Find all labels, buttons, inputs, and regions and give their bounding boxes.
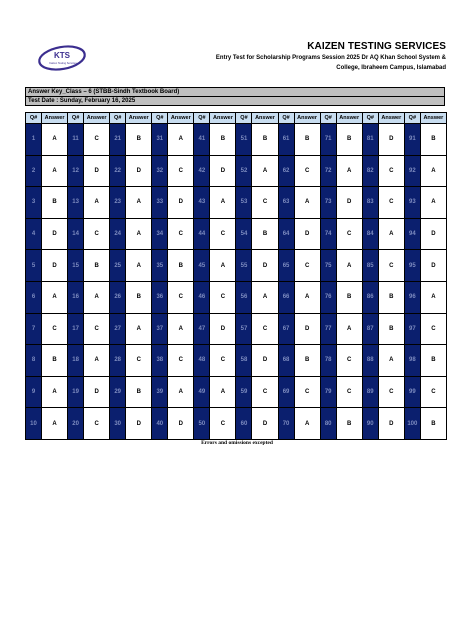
kts-logo [37, 44, 87, 72]
question-number: 38 [152, 345, 168, 377]
question-number: 45 [194, 250, 210, 282]
answer-cell: A [378, 345, 404, 377]
answer-cell: A [252, 281, 278, 313]
question-number: 99 [404, 376, 420, 408]
question-number: 48 [194, 345, 210, 377]
answer-cell: D [420, 250, 446, 282]
answer-cell: A [168, 124, 194, 156]
answer-cell: A [42, 376, 68, 408]
header-answer: Answer [420, 113, 446, 124]
question-number: 54 [236, 218, 252, 250]
logo-text: KTS [54, 51, 70, 60]
answer-cell: A [126, 187, 152, 219]
question-number: 24 [110, 218, 126, 250]
answer-cell: A [378, 218, 404, 250]
answer-cell: A [294, 187, 320, 219]
answer-cell: A [420, 281, 446, 313]
question-number: 100 [404, 408, 420, 440]
question-number: 93 [404, 187, 420, 219]
question-number: 61 [278, 124, 294, 156]
answer-cell: C [210, 218, 236, 250]
question-number: 13 [68, 187, 84, 219]
table-row [26, 376, 447, 408]
test-date: Test Date : Sunday, February 16, 2025 [25, 96, 445, 106]
answer-cell: C [84, 218, 110, 250]
question-number: 68 [278, 345, 294, 377]
answer-cell: D [294, 218, 320, 250]
question-number: 4 [26, 218, 42, 250]
question-number: 16 [68, 281, 84, 313]
answer-cell: C [336, 376, 362, 408]
header-answer: Answer [210, 113, 236, 124]
question-number: 98 [404, 345, 420, 377]
logo-subtext: Kaizen Testing Services [49, 62, 77, 65]
answer-cell: A [336, 250, 362, 282]
question-number: 33 [152, 187, 168, 219]
answer-cell: D [42, 218, 68, 250]
question-number: 83 [362, 187, 378, 219]
question-number: 29 [110, 376, 126, 408]
answer-cell: D [252, 408, 278, 440]
header-qnum: Q# [68, 113, 84, 124]
table-row [26, 187, 447, 219]
table-row [26, 281, 447, 313]
answer-cell: C [378, 376, 404, 408]
answer-cell: A [42, 408, 68, 440]
answer-cell: B [42, 187, 68, 219]
answer-cell: C [378, 155, 404, 187]
answer-cell: A [126, 218, 152, 250]
question-number: 14 [68, 218, 84, 250]
answer-cell: C [210, 408, 236, 440]
answer-cell: B [378, 313, 404, 345]
question-number: 47 [194, 313, 210, 345]
answer-cell: D [252, 345, 278, 377]
question-number: 91 [404, 124, 420, 156]
question-number: 19 [68, 376, 84, 408]
answer-cell: C [294, 376, 320, 408]
answer-cell: C [294, 250, 320, 282]
question-number: 53 [236, 187, 252, 219]
question-number: 5 [26, 250, 42, 282]
answer-cell: B [126, 124, 152, 156]
answer-cell: B [336, 281, 362, 313]
answer-cell: A [42, 124, 68, 156]
table-row [26, 218, 447, 250]
header-answer: Answer [42, 113, 68, 124]
answer-cell: C [168, 345, 194, 377]
question-number: 90 [362, 408, 378, 440]
question-number: 76 [320, 281, 336, 313]
answer-cell: B [336, 124, 362, 156]
question-number: 43 [194, 187, 210, 219]
question-number: 56 [236, 281, 252, 313]
answer-key-title: Answer Key_Class – 6 (STBB-Sindh Textbook Board) [25, 87, 445, 96]
answer-cell: C [84, 313, 110, 345]
answer-cell: A [294, 281, 320, 313]
answer-cell: D [84, 155, 110, 187]
question-number: 94 [404, 218, 420, 250]
answer-cell: B [420, 345, 446, 377]
question-number: 73 [320, 187, 336, 219]
question-number: 20 [68, 408, 84, 440]
answer-cell: D [378, 124, 404, 156]
answer-cell: A [126, 250, 152, 282]
answer-cell: A [336, 313, 362, 345]
answer-cell: B [126, 281, 152, 313]
question-number: 59 [236, 376, 252, 408]
question-number: 65 [278, 250, 294, 282]
answer-cell: D [210, 155, 236, 187]
table-row [26, 313, 447, 345]
question-number: 77 [320, 313, 336, 345]
header-answer: Answer [168, 113, 194, 124]
question-number: 50 [194, 408, 210, 440]
answer-cell: C [168, 218, 194, 250]
answer-cell: A [210, 376, 236, 408]
question-number: 71 [320, 124, 336, 156]
question-number: 69 [278, 376, 294, 408]
question-number: 70 [278, 408, 294, 440]
answer-cell: D [294, 313, 320, 345]
header-answer: Answer [378, 113, 404, 124]
question-number: 95 [404, 250, 420, 282]
question-number: 85 [362, 250, 378, 282]
answer-cell: A [84, 281, 110, 313]
answer-cell: C [336, 345, 362, 377]
answer-cell: D [84, 376, 110, 408]
answer-cell: B [336, 408, 362, 440]
info-block [25, 87, 445, 106]
question-number: 27 [110, 313, 126, 345]
answer-cell: A [84, 187, 110, 219]
question-number: 96 [404, 281, 420, 313]
header-qnum: Q# [152, 113, 168, 124]
question-number: 89 [362, 376, 378, 408]
question-number: 92 [404, 155, 420, 187]
question-number: 1 [26, 124, 42, 156]
question-number: 82 [362, 155, 378, 187]
question-number: 58 [236, 345, 252, 377]
answer-cell: C [168, 155, 194, 187]
question-number: 66 [278, 281, 294, 313]
header-qnum: Q# [404, 113, 420, 124]
table-header-row [26, 113, 447, 124]
answer-cell: A [84, 345, 110, 377]
answer-cell: D [252, 250, 278, 282]
question-number: 31 [152, 124, 168, 156]
answer-cell: A [252, 155, 278, 187]
question-number: 87 [362, 313, 378, 345]
question-number: 46 [194, 281, 210, 313]
question-number: 84 [362, 218, 378, 250]
question-number: 78 [320, 345, 336, 377]
answer-cell: D [168, 187, 194, 219]
answer-cell: D [168, 408, 194, 440]
question-number: 35 [152, 250, 168, 282]
answer-cell: C [126, 345, 152, 377]
question-number: 62 [278, 155, 294, 187]
question-number: 39 [152, 376, 168, 408]
org-name: KAIZEN TESTING SERVICES [307, 41, 446, 52]
table-row [26, 124, 447, 156]
answer-cell: D [210, 313, 236, 345]
answer-cell: A [168, 376, 194, 408]
question-number: 11 [68, 124, 84, 156]
question-number: 28 [110, 345, 126, 377]
question-number: 8 [26, 345, 42, 377]
answer-cell: C [252, 376, 278, 408]
answer-key-table [25, 112, 447, 440]
question-number: 57 [236, 313, 252, 345]
header-answer: Answer [336, 113, 362, 124]
question-number: 30 [110, 408, 126, 440]
question-number: 34 [152, 218, 168, 250]
answer-cell: A [168, 313, 194, 345]
answer-cell: C [210, 281, 236, 313]
answer-cell: D [42, 250, 68, 282]
question-number: 64 [278, 218, 294, 250]
question-number: 10 [26, 408, 42, 440]
question-number: 74 [320, 218, 336, 250]
header-qnum: Q# [278, 113, 294, 124]
answer-cell: A [210, 250, 236, 282]
answer-cell: C [42, 313, 68, 345]
answer-cell: C [378, 250, 404, 282]
table-row [26, 345, 447, 377]
answer-cell: A [126, 313, 152, 345]
answer-cell: D [378, 408, 404, 440]
header-qnum: Q# [110, 113, 126, 124]
answer-cell: B [42, 345, 68, 377]
answer-cell: A [42, 281, 68, 313]
answer-cell: B [168, 250, 194, 282]
answer-cell: C [252, 313, 278, 345]
answer-cell: B [84, 250, 110, 282]
question-number: 9 [26, 376, 42, 408]
answer-cell: B [420, 124, 446, 156]
answer-cell: B [294, 124, 320, 156]
answer-cell: A [42, 155, 68, 187]
question-number: 75 [320, 250, 336, 282]
answer-cell: C [84, 408, 110, 440]
answer-cell: D [126, 408, 152, 440]
question-number: 12 [68, 155, 84, 187]
question-number: 51 [236, 124, 252, 156]
question-number: 63 [278, 187, 294, 219]
answer-cell: C [420, 313, 446, 345]
header-qnum: Q# [362, 113, 378, 124]
table-row [26, 250, 447, 282]
question-number: 7 [26, 313, 42, 345]
answer-cell: D [420, 218, 446, 250]
question-number: 6 [26, 281, 42, 313]
question-number: 3 [26, 187, 42, 219]
answer-cell: C [378, 187, 404, 219]
question-number: 40 [152, 408, 168, 440]
question-number: 79 [320, 376, 336, 408]
question-number: 52 [236, 155, 252, 187]
answer-cell: D [126, 155, 152, 187]
answer-cell: C [294, 155, 320, 187]
answer-cell: A [210, 187, 236, 219]
subtitle-line-1: Entry Test for Scholarship Programs Session 2025 Dr AQ Khan School System & [215, 55, 446, 61]
table-row [26, 408, 447, 440]
question-number: 55 [236, 250, 252, 282]
question-number: 25 [110, 250, 126, 282]
answer-cell: D [336, 187, 362, 219]
answer-cell: B [126, 376, 152, 408]
question-number: 2 [26, 155, 42, 187]
header-qnum: Q# [236, 113, 252, 124]
question-number: 15 [68, 250, 84, 282]
header-answer: Answer [126, 113, 152, 124]
answer-cell: B [252, 124, 278, 156]
question-number: 41 [194, 124, 210, 156]
question-number: 17 [68, 313, 84, 345]
answer-cell: C [420, 376, 446, 408]
question-number: 36 [152, 281, 168, 313]
answer-cell: C [84, 124, 110, 156]
header-qnum: Q# [320, 113, 336, 124]
question-number: 26 [110, 281, 126, 313]
header-qnum: Q# [194, 113, 210, 124]
answer-cell: A [420, 187, 446, 219]
header-qnum: Q# [26, 113, 42, 124]
answer-cell: B [210, 124, 236, 156]
answer-cell: A [420, 155, 446, 187]
header-answer: Answer [294, 113, 320, 124]
question-number: 22 [110, 155, 126, 187]
question-number: 37 [152, 313, 168, 345]
question-number: 80 [320, 408, 336, 440]
question-number: 81 [362, 124, 378, 156]
table-row [26, 155, 447, 187]
answer-cell: A [294, 408, 320, 440]
question-number: 18 [68, 345, 84, 377]
question-number: 42 [194, 155, 210, 187]
question-number: 88 [362, 345, 378, 377]
question-number: 97 [404, 313, 420, 345]
subtitle-line-2: College, Ibraheem Campus, Islamabad [336, 65, 446, 71]
answer-cell: C [210, 345, 236, 377]
question-number: 21 [110, 124, 126, 156]
answer-cell: A [336, 155, 362, 187]
answer-cell: C [168, 281, 194, 313]
answer-cell: B [420, 408, 446, 440]
question-number: 32 [152, 155, 168, 187]
answer-cell: C [336, 218, 362, 250]
answer-cell: C [252, 187, 278, 219]
question-number: 49 [194, 376, 210, 408]
header-answer: Answer [84, 113, 110, 124]
footer-note: Errors and omissions excepted [201, 440, 273, 446]
question-number: 86 [362, 281, 378, 313]
question-number: 72 [320, 155, 336, 187]
answer-cell: B [294, 345, 320, 377]
question-number: 44 [194, 218, 210, 250]
answer-cell: B [378, 281, 404, 313]
question-number: 60 [236, 408, 252, 440]
answer-cell: B [252, 218, 278, 250]
question-number: 23 [110, 187, 126, 219]
header-answer: Answer [252, 113, 278, 124]
question-number: 67 [278, 313, 294, 345]
